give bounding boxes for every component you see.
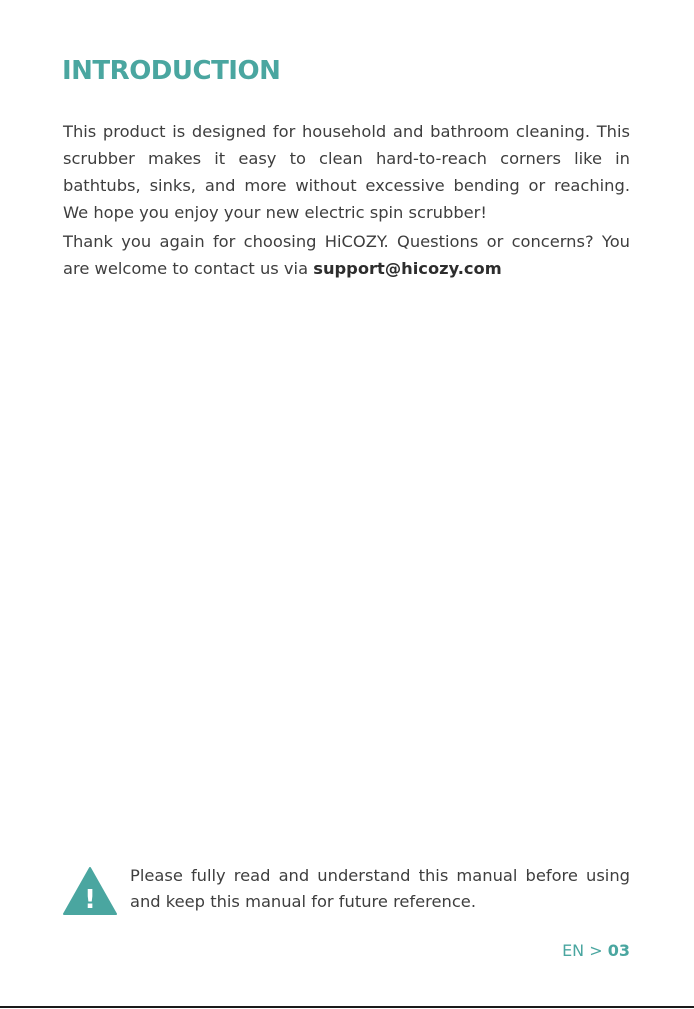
- warning-glyph: !: [84, 885, 96, 915]
- support-email-link[interactable]: support@hicozy.com: [313, 259, 502, 278]
- page-number: [562, 941, 630, 960]
- reading-notice: [62, 863, 630, 915]
- page-number-value: 03: [607, 941, 630, 960]
- introduction-text: [63, 118, 630, 284]
- language-code: EN: [562, 941, 585, 960]
- page-separator: >: [589, 941, 603, 960]
- warning-triangle-icon: [62, 866, 118, 916]
- notice-text: Please fully read and understand this manual before using and keep this manual for future reference.: [130, 866, 630, 911]
- page-title: INTRODUCTION: [62, 56, 281, 86]
- bottom-rule: [0, 1006, 694, 1008]
- intro-paragraph-1: This product is designed for household and bathroom cleaning. This scrubber makes it easy to clean hard-to-reach corners like in bathtubs, sinks, and more without excessive bending or reaching. We hope you enjoy your new electric spin scrubber!: [63, 122, 630, 222]
- intro-paragraph-2: [63, 228, 630, 282]
- intro-paragraph-2-text: Thank you again for choosing HiCOZY. Questions or concerns? You are welcome to contact us via: [63, 232, 630, 278]
